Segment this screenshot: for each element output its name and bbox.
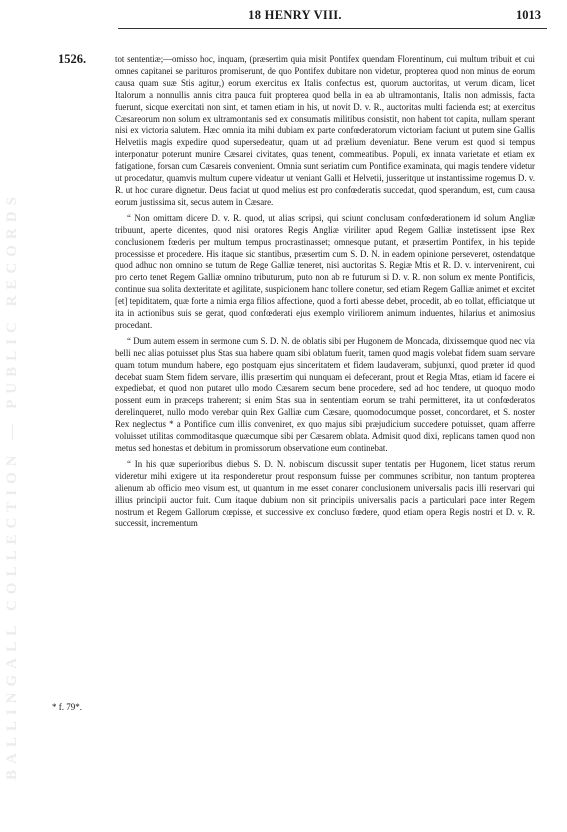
- paragraph: “ Dum autem essem in sermone cum S. D. N. de oblatis sibi per Hugonem de Moncada, dixissemque quod nec via belli nec alias potuisset plus Stas sua habere quam sibi oblatum fuerit, tamen quod magis volebat fidem suam servare quam totum mundum habere, ego postquam ejus sinceritatem et fidem laudaveram, subjunxi, quod præter id quod decebat suam Stem fidem servare, illis præsertim qui nunquam ei defecerant, prout et Regia Mtas, etiam id facere ei expediebat, et quod non putaret ullo modo Cæsarem secum bene procedere, sed ad hoc tendere, ut quoquo modo possent eum in præceps traherent; si enim Stas sua in sententiam eorum se trahi permitteret, ita ut confœderatos derelinqueret, nullo modo verebar quin Rex Galliæ cum Cæsare, quomodocumque posset, concordaret, et S. noster Rex neglectus * a Pontifice cum illis conveniret, ex quo majus sibi præjudicium succedere potuisset, quam afferre voluisset utilitas commoditasque quæcumque sibi per Cæsarem oblata. Admisit quod dixi, replicans tamen quod non metus sed honestas et debitum in promissorum observatione eum continebat.: [115, 335, 535, 453]
- paragraph: “ In his quæ superioribus diebus S. D. N. nobiscum discussit super tentatis per Hugonem, licet status rerum videretur mihi exigere ut ita responderetur prout responsum fuisse per communes scribitur, non tantum propterea alienum ab officio meo visum est, ut quantum in me esset conarer conclusionem universalis pacis illi reservari qui illius principii auctor fuit. Cum itaque dubium non sit principiis universalis pacis a particulari pace inter Regem nostrum et Regem Gallorum cœpisse, et successive ex concluso fœdere, quod etiam opera Regis nostri et D. v. R. successit, incrementum: [115, 458, 535, 529]
- paragraph: “ Non omittam dicere D. v. R. quod, ut alias scripsi, qui sciunt conclusam confœderationem id solum Angliæ tribuunt, aperte dicentes, quod nisi oratores Regis Angliæ viriliter apud Regem Galliæ instetissent ipse Rex conclusionem fœderis per multum tempus procrastinasset; omnesque putant, et præsertim Pontifex, in his tepide processisse et procedere. His itaque sic stantibus, præsertim cum S. D. N. in eadem opinione perseveret, ostendatque quod adhuc non omnino se tutum de Rege Galliæ teneret, nisi auctoritas S. Regiæ Mtis et R. D. v. intervenirent, cui pro certo tenet Regem Galliæ omnino tributurum, puto non ab re futurum si D. v. R. non solum ex mente Pontificis, continue sua solita dexteritate et agilitate, suspicionem hanc tollere conetur, sed etiam Regem Galliæ animet et excitet [et] tepiditatem, quæ forte a nimia erga filios affectione, quod a forti abesse debet, procedit, ab eo tollat, efficiatque ut ita in actionibus suis se gerat, quod confœderati ejus exemplo viriliorem animum induentes, hilarius et animosius procedant.: [115, 212, 535, 330]
- body-text: [115, 54, 535, 534]
- page-number: 1013: [516, 8, 541, 22]
- year-marginal: 1526.: [58, 52, 87, 66]
- paragraph: tot sententiæ;—omisso hoc, inquam, (præsertim quia misit Pontifex quendam Florentinum, cui multum tribuit et cui omnes capitanei se parituros promiserunt, de quo Pontifex dubitare non videtur, propterea quod non minus de eorum causa quam suæ Stis agitur,) eorum exercitus ex Italis confectus est, quorum auctoritas, ut verum dicam, licet Italorum a nonnullis annis citra pauca fuit propterea quod bella in ea ab ultramontanis, Italis non admissis, facta fuerunt, sicque exercitati non sint, et tamen etiam in his, ut novit D. v. R., auctoritas multi facienda est; at exercitus Cæsareorum non solum ex ultramontanis sed ex consumatis militibus consistit, non habent tot capita, nullam sperant nisi ex victoria salutem. Hæc omnia ita mihi dubiam ex parte confœderatorum victoriam faciunt ut putem sine Gallis Helvetiis magis expedire quod supersedeatur, quam ut ad prælium deveniatur. Bene verum est quod si tempus interponatur poterunt munire Cæsarei civitates, quas tenent, commeatibus. Populi, ex innata varietate et etiam ex fatigatione, forsan cum Cæsareis convenient. Omnia sunt seriatim cum Pontifice examinata, qui magis tendere videtur ut procedatur, quamvis multum cupere videatur ut veniant Galli et Helvetii, jusseritque ut instantissime rogemus D. v. R. ut hoc curare dignetur. Deus faciat ut quod melius est pro confœderatis succedat, quod sperandum, est, cum causa eorum justissima sit, secus autem in Cæsare.: [115, 54, 535, 207]
- folio-margin-note: * f. 79*.: [52, 702, 82, 712]
- running-title: 18 HENRY VIII.: [248, 8, 342, 22]
- header-rule: [118, 28, 547, 29]
- library-stamp: BALLINGALL COLLECTION — PUBLIC RECORDS: [4, 191, 20, 780]
